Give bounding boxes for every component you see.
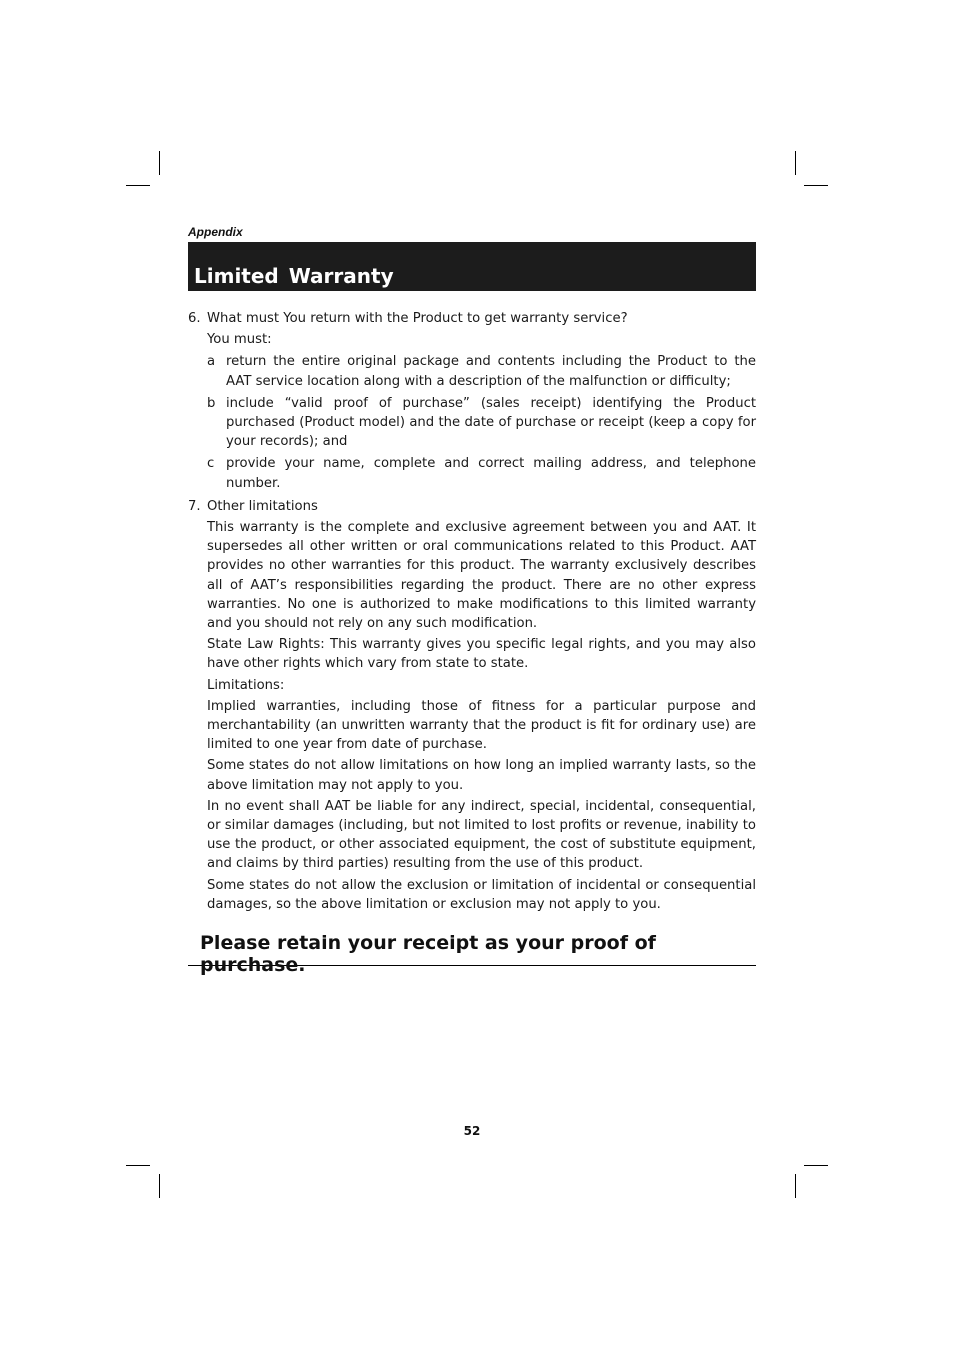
item-heading: Other limitations bbox=[207, 498, 318, 514]
sub-item-letter: c bbox=[207, 456, 215, 472]
item-number: 7. bbox=[188, 498, 201, 514]
warranty-content bbox=[188, 309, 756, 914]
sub-item-text: include “valid proof of purchase” (sales receipt) identifying the Product purchased (Product model) and the date of purchase or receipt (keep a copy for your records); and bbox=[226, 395, 756, 450]
sub-item-b bbox=[207, 394, 756, 452]
receipt-callout bbox=[188, 929, 756, 976]
paragraph: In no event shall AAT be liable for any indirect, special, incidental, consequential, or similar damages (including, but not limited to lost profits or revenue, inability to use the product, or other associated equipment, the cost of substitute equipment, and claims by third parties) resulting from the use of this product. bbox=[207, 798, 756, 872]
paragraph: Implied warranties, including those of fitness for a particular purpose and merchantability (an unwritten warranty that the product is fit for ordinary use) are limited to one year from date of purchase. bbox=[207, 698, 756, 753]
paragraph: State Law Rights: This warranty gives you specific legal rights, and you may also have other rights which vary from state to state. bbox=[207, 637, 756, 672]
crop-mark bbox=[804, 185, 828, 186]
item-heading: What must You return with the Product to get warranty service? bbox=[207, 311, 628, 326]
crop-mark bbox=[159, 151, 160, 175]
page-number: 52 bbox=[463, 1124, 481, 1138]
crop-mark bbox=[159, 1174, 160, 1198]
page-title: Limited Warranty bbox=[194, 264, 394, 288]
sub-item-text: provide your name, complete and correct mailing address, and telephone number. bbox=[226, 456, 756, 491]
paragraph: Limitations: bbox=[207, 677, 285, 693]
section-label: Appendix bbox=[188, 225, 243, 239]
crop-mark bbox=[126, 1165, 150, 1166]
item-intro: You must: bbox=[207, 332, 272, 348]
crop-mark bbox=[795, 1174, 796, 1198]
paragraph: Some states do not allow the exclusion or limitation of incidental or consequential damages, so the above limitation or exclusion may not apply to you. bbox=[207, 877, 756, 912]
crop-mark bbox=[804, 1165, 828, 1166]
item-number: 6. bbox=[188, 311, 201, 326]
list-item-7 bbox=[188, 497, 756, 914]
title-bar bbox=[188, 242, 756, 291]
crop-mark bbox=[795, 151, 796, 175]
paragraph: This warranty is the complete and exclusive agreement between you and AAT. It supersedes all other written or oral communications related to this Product. AAT provides no other warranties for this product. The warranty exclusively describes all of AAT’s responsibilities regarding the product. There are no other express warranties. No one is authorized to make modifications to this limited warranty and you should not rely on any such modification. bbox=[207, 520, 756, 632]
sub-item-a bbox=[207, 352, 756, 390]
sub-item-letter: b bbox=[207, 395, 216, 411]
list-item-6 bbox=[188, 309, 756, 493]
paragraph: Some states do not allow limitations on how long an implied warranty lasts, so the above limitation may not apply to you. bbox=[207, 758, 756, 793]
sub-item-letter: a bbox=[207, 354, 216, 370]
sub-item-c bbox=[207, 454, 756, 492]
crop-mark bbox=[126, 185, 150, 186]
sub-item-text: return the entire original package and contents including the Product to the AAT service location along with a description of the malfunction or difficulty; bbox=[226, 354, 756, 389]
callout-text: Please retain your receipt as your proof of purchase. bbox=[200, 932, 656, 976]
